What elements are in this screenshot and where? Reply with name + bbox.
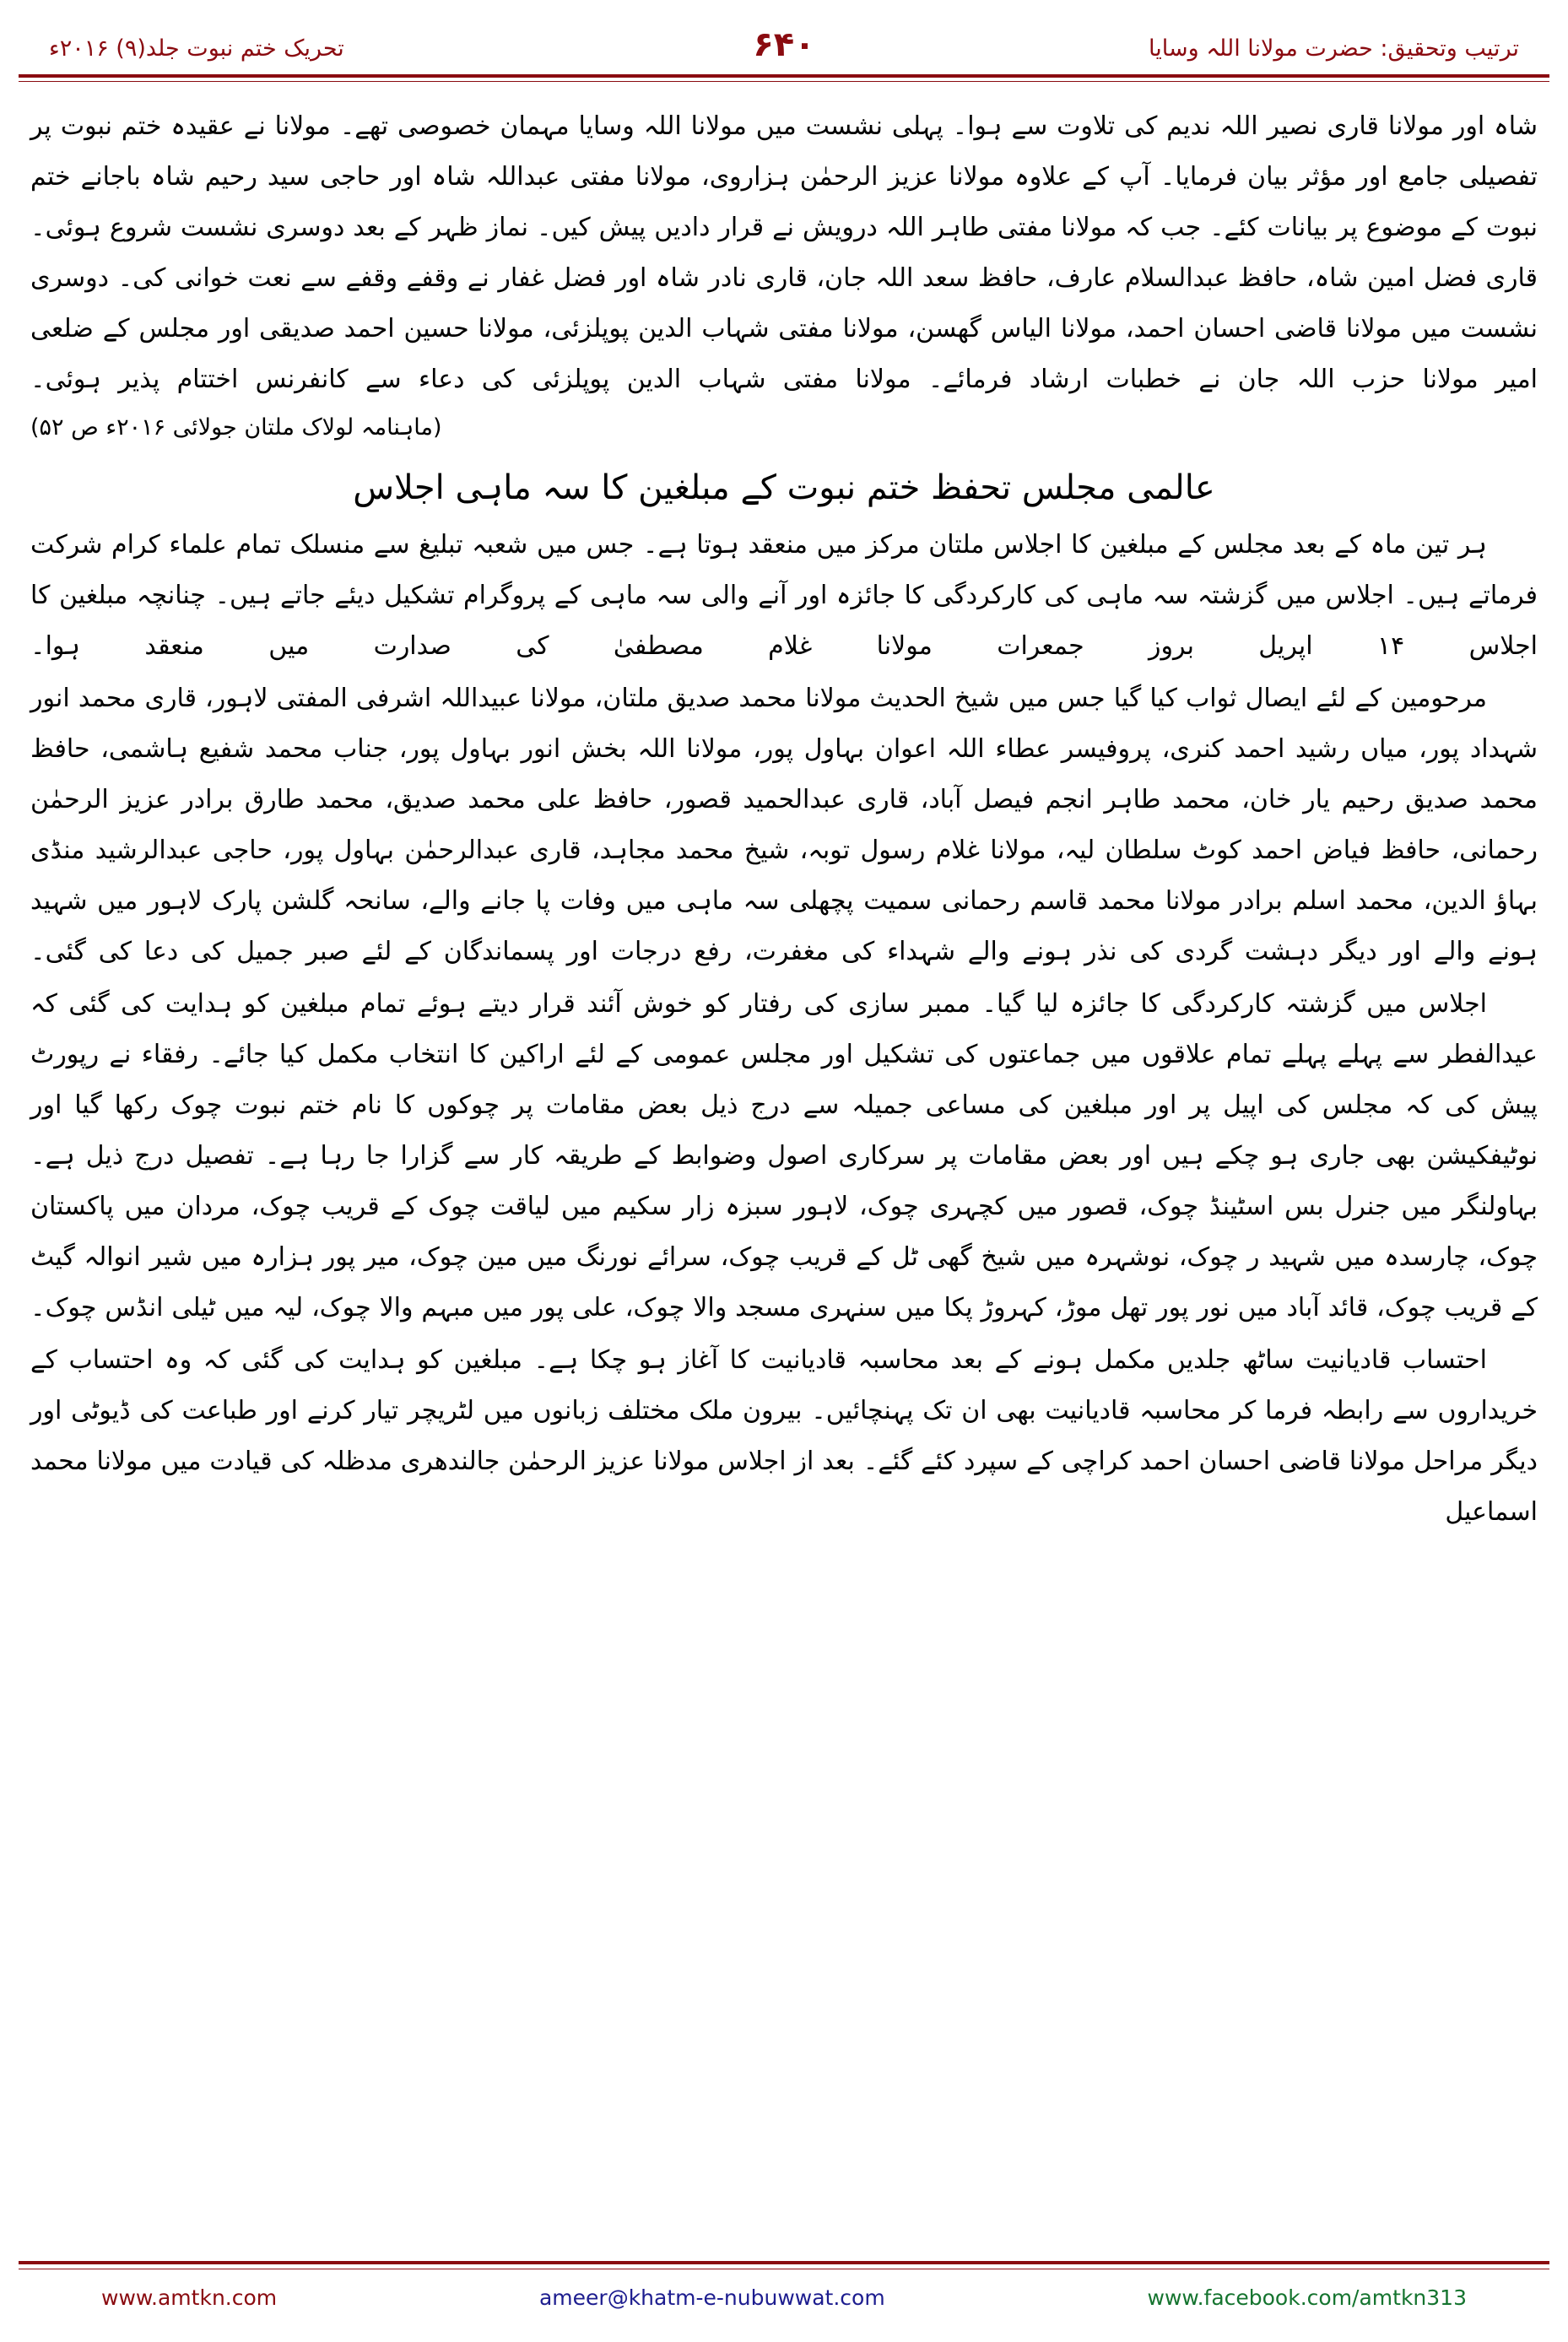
footer-divider	[19, 2261, 1549, 2264]
page-header	[0, 19, 1568, 78]
page-content	[30, 101, 1538, 2215]
source-citation: (ماہنامہ لولاک ملتان جولائی ۲۰۱۶ء ص ۵۲)	[30, 414, 442, 441]
header-divider	[19, 74, 1549, 78]
section-heading: عالمی مجلس تحفظ ختم نبوت کے مبلغین کا سہ ماہی اجلاس	[353, 468, 1215, 507]
header-left-text: تحریک ختم نبوت جلد(۹) ۲۰۱۶ء	[49, 35, 344, 62]
footer-website-link[interactable]: www.amtkn.com	[101, 2285, 278, 2310]
paragraph-4: اجلاس میں گزشتہ کارکردگی کا جائزہ لیا گیا۔ ممبر سازی کی رفتار کو خوش آئند قرار دیتے ہوئے تمام مبلغین کو ہدایت کی گئی کہ عیدالفطر سے پہلے پہلے تمام علاقوں میں جماعتوں کی تشکیل اور مجلس عمومی کے لئے اراکین کا انتخاب مکمل کیا جائے۔ رفقاء نے رپورٹ پیش کی کہ مجلس کی اپیل پر اور مبلغین کی مساعی جمیلہ سے درج ذیل بعض مقامات پر چوکوں کا نام ختم نبوت چوک رکھا گیا اور نوٹیفکیشن بھی جاری ہو چکے ہیں اور بعض مقامات پر سرکاری اصول وضوابط کے طریقہ کار سے گزارا جا رہا ہے۔ تفصیل درج ذیل ہے۔ بہاولنگر میں جنرل بس اسٹینڈ چوک، قصور میں کچہری چوک، لاہور سبزہ زار سکیم میں لیاقت چوک کے قریب چوک، مردان میں پاکستان چوک، چارسدہ میں شہید ر چوک، نوشہرہ میں شیخ گھی ٹل کے قریب چوک، سرائے نورنگ میں مین چوک، میر پور ہزارہ میں شیر انوالہ گیٹ کے قریب چوک، قائد آباد میں نور پور تھل موڑ، کہروڑ پکا میں سنہری مسجد والا چوک، علی پور میں مبہم والا چوک، لیہ میں ٹیلی انڈس چوک۔	[30, 989, 1538, 1322]
paragraph-1: شاہ اور مولانا قاری نصیر اللہ ندیم کی تلاوت سے ہوا۔ پہلی نشست میں مولانا اللہ وسایا مہمان خصوصی تھے۔ مولانا نے عقیدہ ختم نبوت پر تفصیلی جامع اور مؤثر بیان فرمایا۔ آپ کے علاوہ مولانا عزیز الرحمٰن ہزاروی، مولانا مفتی عبداللہ شاہ اور حاجی سید رحیم شاہ باجانے ختم نبوت کے موضوع پر بیانات کئے۔ جب کہ مولانا مفتی طاہر اللہ درویش نے قرار دادیں پیش کیں۔ نماز ظہر کے بعد دوسری نشست شروع ہوئی۔ قاری فضل امین شاہ، حافظ عبدالسلام عارف، حافظ سعد اللہ جان، قاری نادر شاہ اور فضل غفار نے وقفے وقفے سے نعت خوانی کی۔ دوسری نشست میں مولانا قاضی احسان احمد، مولانا الیاس گھسن، مولانا مفتی شہاب الدین پوپلزئی، مولانا حسین احمد صدیقی اور مجلس کے ضلعی امیر مولانا حزب اللہ جان نے خطبات ارشاد فرمائے۔ مولانا مفتی شہاب الدین پوپلزئی کی دعاء سے کانفرنس اختتام پذیر ہوئی۔	[30, 111, 1538, 394]
paragraph-2: ہر تین ماہ کے بعد مجلس کے مبلغین کا اجلاس ملتان مرکز میں منعقد ہوتا ہے۔ جس میں شعبہ تبلیغ سے منسلک تمام علماء کرام شرکت فرماتے ہیں۔ اجلاس میں گزشتہ سہ ماہی کی کارکردگی کا جائزہ اور آنے والی سہ ماہی کے پروگرام تشکیل دیئے جاتے ہیں۔ چنانچہ مبلغین کا اجلاس ۱۴ اپریل بروز جمعرات مولانا غلام مصطفیٰ کی صدارت میں منعقد ہوا۔	[30, 530, 1538, 661]
footer-facebook-link[interactable]: www.facebook.com/amtkn313	[1147, 2285, 1467, 2310]
header-divider-thin	[19, 81, 1549, 82]
page-number: ۶۴۰	[753, 25, 815, 64]
paragraph-3: مرحومین کے لئے ایصال ثواب کیا گیا جس میں شیخ الحدیث مولانا محمد صدیق ملتان، مولانا عبیداللہ اشرفی المفتی لاہور، قاری محمد انور شہداد پور، میاں رشید احمد کنری، پروفیسر عطاء اللہ اعوان بہاول پور، مولانا اللہ بخش انور بہاول پور، جناب محمد شفیع ہاشمی، حافظ محمد صدیق رحیم یار خان، محمد طاہر انجم فیصل آباد، قاری عبدالحمید قصور، حافظ علی محمد صدیق، محمد طارق برادر عزیز الرحمٰن رحمانی، حافظ فیاض احمد کوٹ سلطان لیہ، مولانا غلام رسول توبہ، شیخ محمد مجاہد، قاری عبدالرحمٰن بہاول پور، حاجی عبدالرشید منڈی بہاؤ الدین، محمد اسلم برادر مولانا محمد قاسم رحمانی سمیت پچھلی سہ ماہی میں وفات پا جانے والے، سانحہ گلشن پارک لاہور میں شہید ہونے والے اور دیگر دہشت گردی کی نذر ہونے والے شہداء کی مغفرت، رفع درجات اور پسماندگان کے لئے صبر جمیل کی دعا کی گئی۔	[30, 684, 1538, 966]
footer-email-link[interactable]: ameer@khatm-e-nubuwwat.com	[538, 2285, 885, 2310]
header-right-text: ترتیب وتحقیق: حضرت مولانا اللہ وسایا	[1149, 35, 1519, 62]
page-footer	[0, 2276, 1568, 2318]
paragraph-5: احتساب قادیانیت ساٹھ جلدیں مکمل ہونے کے بعد محاسبہ قادیانیت کا آغاز ہو چکا ہے۔ مبلغین کو ہدایت کی گئی کہ وہ احتساب کے خریداروں سے رابطہ فرما کر محاسبہ قادیانیت بھی ان تک پہنچائیں۔ بیرون ملک مختلف زبانوں میں لٹریچر تیار کرنے اور طباعت کی ڈیوٹی اور دیگر مراحل مولانا قاضی احسان احمد کراچی کے سپرد کئے گئے۔ بعد از اجلاس مولانا عزیز الرحمٰن جالندھری مدظلہ کی قیادت میں مولانا محمد اسماعیل	[30, 1345, 1538, 1527]
